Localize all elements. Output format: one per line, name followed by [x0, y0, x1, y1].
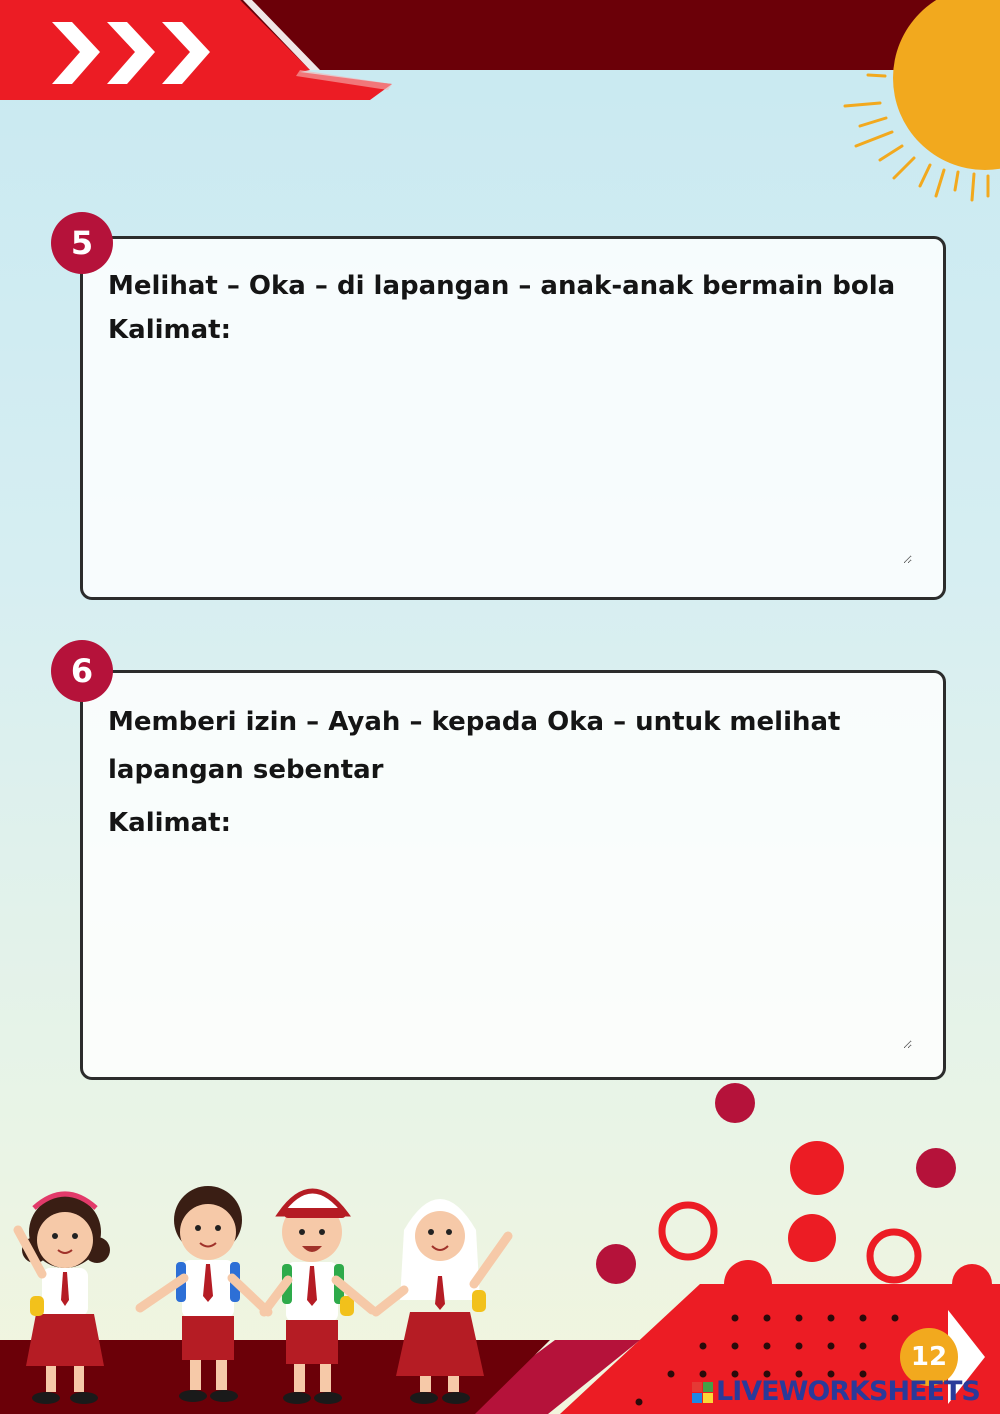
exercise-number-badge: 6	[51, 640, 113, 702]
exercise-6-answer-label: Kalimat:	[108, 808, 231, 838]
liveworksheets-logo-icon	[692, 1382, 713, 1403]
exercise-5-answer-label: Kalimat:	[108, 315, 231, 345]
watermark-text: LIVEWORKSHEETS	[716, 1376, 980, 1407]
exercise-5-prompt: Melihat – Oka – di lapangan – anak-anak bermain bola	[108, 271, 896, 301]
liveworksheets-watermark	[692, 1376, 980, 1407]
exercise-6-prompt: Memberi izin – Ayah – kepada Oka – untuk melihat lapangan sebentar	[108, 707, 841, 785]
page-number: 12	[900, 1328, 958, 1386]
exercise-number-badge: 5	[51, 212, 113, 274]
